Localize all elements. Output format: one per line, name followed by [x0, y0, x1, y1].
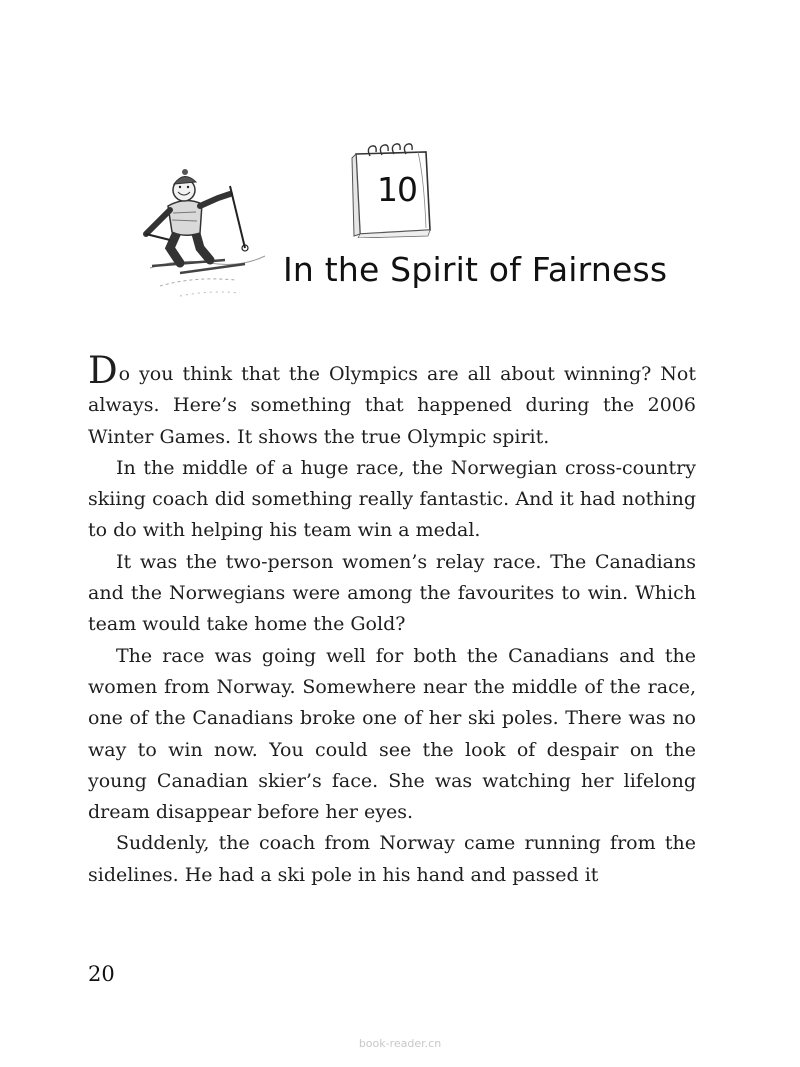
- paragraph-3: It was the two-person women’s relay race. The Canadians and the Norwegians were among the favourites to win. Which team would take home the Gold?: [88, 550, 696, 636]
- page-number: 20: [88, 962, 115, 986]
- paragraph-1-text: o you think that the Olympics are all about winning? Not always. Here’s something that happened during the 2006 Winter Games. It shows the true Olympic spirit.: [88, 363, 696, 448]
- paragraph-4: The race was going well for both the Canadians and the women from Norway. Somewhere near the middle of the race, one of the Canadians broke one of her ski poles. There was no way to win now. You could see the look of despair on the young Canadian skier’s face. She was watching her lifelong dream disappear before her eyes.: [88, 644, 696, 824]
- chapter-title: In the Spirit of Fairness: [283, 250, 668, 289]
- drop-cap: D: [88, 349, 118, 392]
- paragraph-2: In the middle of a huge race, the Norwegian cross-country skiing coach did something really fantastic. And it had nothing to do with helping his team win a medal.: [88, 456, 696, 542]
- chapter-number: 10: [377, 170, 417, 209]
- skier-illustration-icon: [140, 168, 270, 303]
- body-text: [88, 349, 696, 891]
- watermark: book-reader.cn: [358, 1037, 442, 1050]
- paragraph-1: [88, 349, 696, 453]
- paragraph-5: Suddenly, the coach from Norway came running from the sidelines. He had a ski pole in his hand and passed it: [88, 832, 696, 886]
